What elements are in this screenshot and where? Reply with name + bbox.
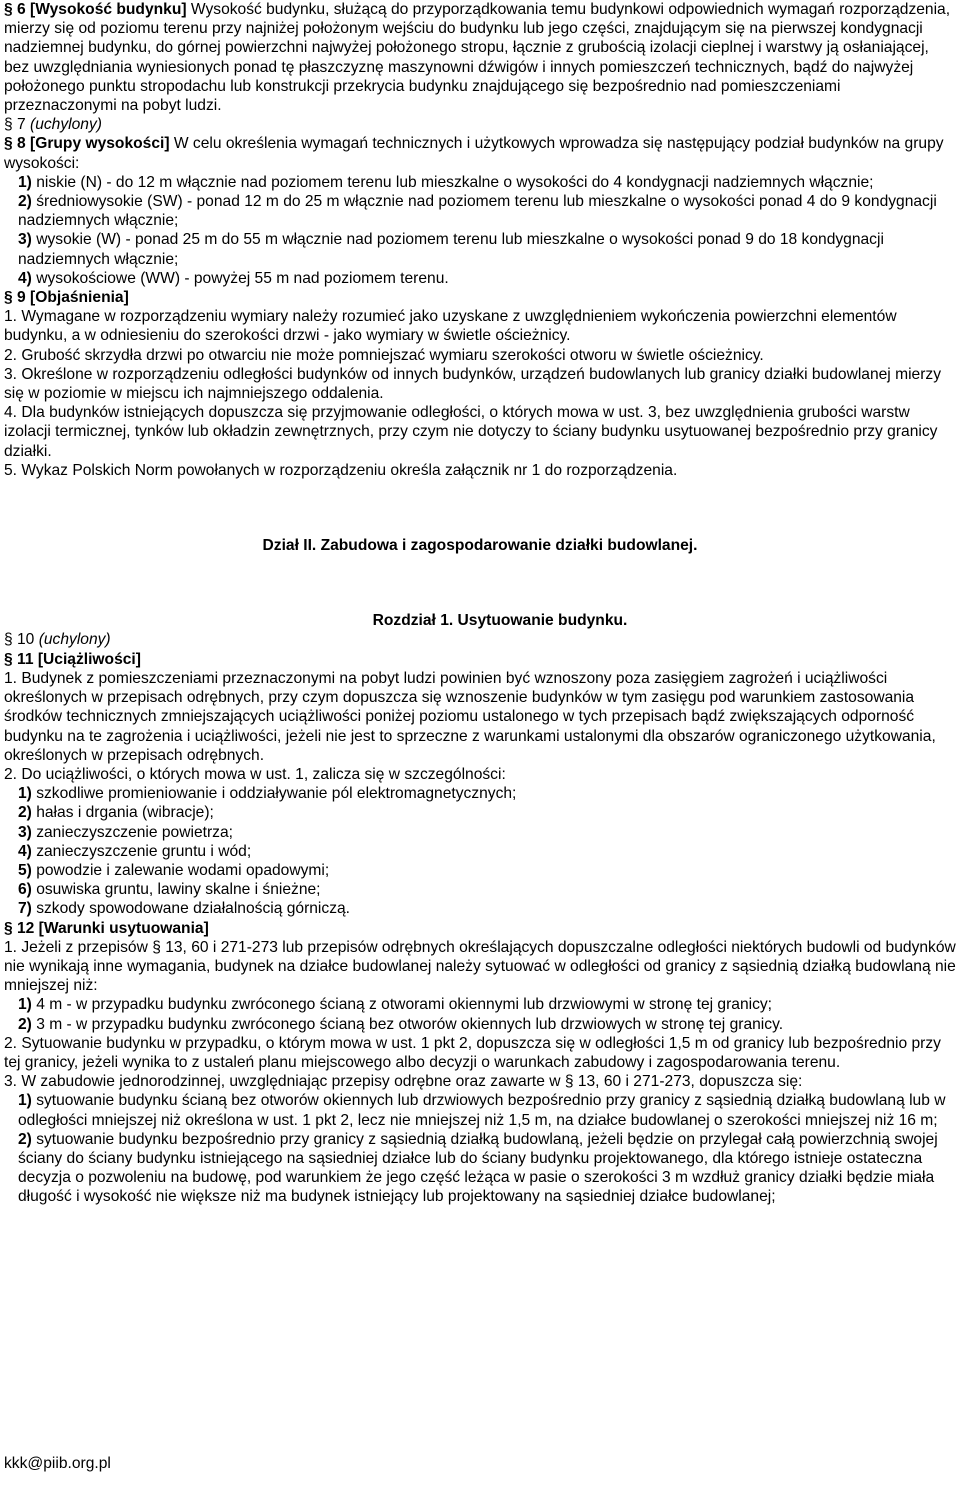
section-11-item: 5) powodzie i zalewanie wodami opadowymi; xyxy=(18,861,330,879)
section-9-heading: § 9 [Objaśnienia] xyxy=(4,289,129,307)
section-10-number: § 10 xyxy=(4,631,39,649)
section-8-text: W celu określenia wymagań technicznych i użytkowych wprowadza się następujący podział budynków na grupy wysokości: xyxy=(4,135,944,172)
section-12-para: 3. W zabudowie jednorodzinnej, uwzględniając przepisy odrębne oraz zawarte w § 13, 60 i 271-273, dopuszcza się: xyxy=(4,1073,803,1091)
section-11-item: 7) szkody spowodowane działalnością górniczą. xyxy=(18,900,350,918)
section-11-item: 3) zanieczyszczenie powietrza; xyxy=(18,823,233,841)
section-12-item: 2) 3 m - w przypadku budynku zwróconego ścianą bez otworów okiennych lub drzwiowych w stronę tej granicy. xyxy=(18,1015,784,1033)
section-11-item: 6) osuwiska gruntu, lawiny skalne i śnieżne; xyxy=(18,881,321,899)
section-8-item: 2) średniowysokie (SW) - ponad 12 m do 25 m włącznie nad poziomem terenu lub mieszkalne o wysokości ponad 4 do 9 kondygnacji nadziemnych włącznie; xyxy=(18,193,937,230)
section-11-item: 2) hałas i drgania (wibracje); xyxy=(18,804,214,822)
section-12-para: 1. Jeżeli z przepisów § 13, 60 i 271-273 lub przepisów odrębnych określających dopuszczalne odległości niektórych budowli od budynków nie wynikają inne wymagania, budynek na działce budowlanej należy sytuować w odległości od granicy z sąsiednią działką budowlaną nie mniejszej niż: xyxy=(4,938,956,995)
footer-email: kkk@piib.org.pl xyxy=(4,1455,111,1472)
section-7 xyxy=(4,115,956,134)
section-6 xyxy=(4,0,956,115)
section-7-text: (uchylony) xyxy=(30,116,102,134)
section-8-item: 1) niskie (N) - do 12 m włącznie nad poziomem terenu lub mieszkalne o wysokości do 4 kondygnacji nadziemnych włącznie; xyxy=(18,173,874,191)
section-6-text: Wysokość budynku, służącą do przyporządkowania temu budynkowi odpowiednich wymagań rozporządzenia, mierzy się od poziomu terenu przy najniżej położonym wejściu do budynku lub jego części, znajdującym się na pierwszej kondygnacji nadziemnej budynku, do górnej powierzchni najwyżej położonego stropu, łącznie z grubością izolacji cieplnej i warstwy ją osłaniającej, bez uwzględniania wyniesionych ponad tę płaszczyznę maszynowni dźwigów i innych pomieszczeń technicznych, bądź do najwyżej położonego punktu stropodachu lub konstrukcji przekrycia budynku znajdującego się bezpośrednio nad pomieszczeniami przeznaczonymi na pobyt ludzi. xyxy=(4,1,951,115)
section-12-item: 2) sytuowanie budynku bezpośrednio przy granicy z sąsiednią działką budowlaną, jeżeli będzie on przylegał całą powierzchnią swojej ściany do ściany budynku istniejącego na sąsiedniej działce lub do ściany budynku projektowanego, dla którego istnieje ostateczna decyzja o pozwoleniu na budowę, pod warunkiem że jego część leżąca w pasie o szerokości 3 m wzdłuż granicy działki będzie miała długość i wysokość nie większe niż ma budynek istniejący lub projektowany na sąsiedniej działce budowlanej; xyxy=(18,1130,938,1206)
section-8-item: 3) wysokie (W) - ponad 25 m do 55 m włącznie nad poziomem terenu lub mieszkalne o wysokości ponad 9 do 18 kondygnacji nadziemnych włącznie; xyxy=(18,231,884,268)
section-11-item: 4) zanieczyszczenie gruntu i wód; xyxy=(18,842,252,860)
section-7-number: § 7 xyxy=(4,116,31,134)
section-8-item: 4) wysokościowe (WW) - powyżej 55 m nad poziomem terenu. xyxy=(18,269,449,287)
section-11-para: 2. Do uciążliwości, o których mowa w ust. 1, zalicza się w szczególności: xyxy=(4,765,506,783)
section-8-heading: § 8 [Grupy wysokości] xyxy=(4,135,170,153)
section-11-heading: § 11 [Uciążliwości] xyxy=(4,650,141,668)
section-9-para: 2. Grubość skrzydła drzwi po otwarciu nie może pomniejszać wymiaru szerokości otworu w świetle ościeżnicy. xyxy=(4,346,764,364)
section-9-para: 5. Wykaz Polskich Norm powołanych w rozporządzeniu określa załącznik nr 1 do rozporządzenia. xyxy=(4,461,678,479)
section-11-para: 1. Budynek z pomieszczeniami przeznaczonymi na pobyt ludzi powinien być wznoszony poza zasięgiem zagrożeń i uciążliwości określonych w przepisach odrębnych, przy czym dopuszcza się wznoszenie budynków w tym zasięgu pod warunkiem zastosowania środków technicznych zmniejszających uciążliwości poniżej poziomu ustalonego w tych przepisach bądź zwiększających odporność budynku na te zagrożenia i uciążliwości, jeżeli nie jest to sprzeczne z warunkami ustalonymi dla obszarów ograniczonego użytkowania, określonych w przepisach odrębnych. xyxy=(4,669,936,764)
section-12-para: 2. Sytuowanie budynku w przypadku, o którym mowa w ust. 1 pkt 2, dopuszcza się w odległości 1,5 m od granicy lub bezpośrednio przy tej granicy, jeżeli wynika to z ustaleń planu miejscowego albo decyzji o warunkach zabudowy i zagospodarowania terenu. xyxy=(4,1034,941,1071)
section-6-heading: § 6 [Wysokość budynku] xyxy=(4,1,187,18)
chapter-title: Rozdział 1. Usytuowanie budynku. xyxy=(372,612,628,630)
section-10 xyxy=(4,630,956,649)
section-9-para: 1. Wymagane w rozporządzeniu wymiary należy rozumieć jako uzyskane z uwzględnieniem wykończenia powierzchni elementów budynku, a w odniesieniu do szerokości drzwi - jako wymiary w świetle ościeżnicy. xyxy=(4,308,897,345)
section-9-para: 4. Dla budynków istniejących dopuszcza się przyjmowanie odległości, o których mowa w ust. 3, bez uwzględnienia grubości warstw izolacji termicznej, tynków lub okładzin zewnętrznych, przy czym nie dotyczy to ściany budynku usytuowanej bezpośrednio przy granicy działki. xyxy=(4,404,938,460)
section-12-item: 1) 4 m - w przypadku budynku zwróconego ścianą z otworami okiennymi lub drzwiowymi w stronę tej granicy; xyxy=(18,996,773,1014)
section-8 xyxy=(4,134,956,172)
section-11-item: 1) szkodliwe promieniowanie i oddziaływanie pól elektromagnetycznych; xyxy=(18,785,517,803)
section-10-text: (uchylony) xyxy=(38,631,111,649)
division-title: Dział II. Zabudowa i zagospodarowanie działki budowlanej. xyxy=(262,537,698,555)
section-12-item: 1) sytuowanie budynku ścianą bez otworów okiennych lub drzwiowych bezpośrednio przy granicy z sąsiednią działką budowlaną lub w odległości mniejszej niż określona w ust. 1 pkt 2, lecz nie mniejszej niż 1,5 m, na działce budowlanej o szerokości mniejszej niż 16 m; xyxy=(18,1092,946,1129)
section-12-heading: § 12 [Warunki usytuowania] xyxy=(4,919,209,937)
section-9-para: 3. Określone w rozporządzeniu odległości budynków od innych budynków, urządzeń budowlanych lub granicy działki budowlanej mierzy się w poziomie w miejscu ich najmniejszego oddalenia. xyxy=(4,365,942,403)
